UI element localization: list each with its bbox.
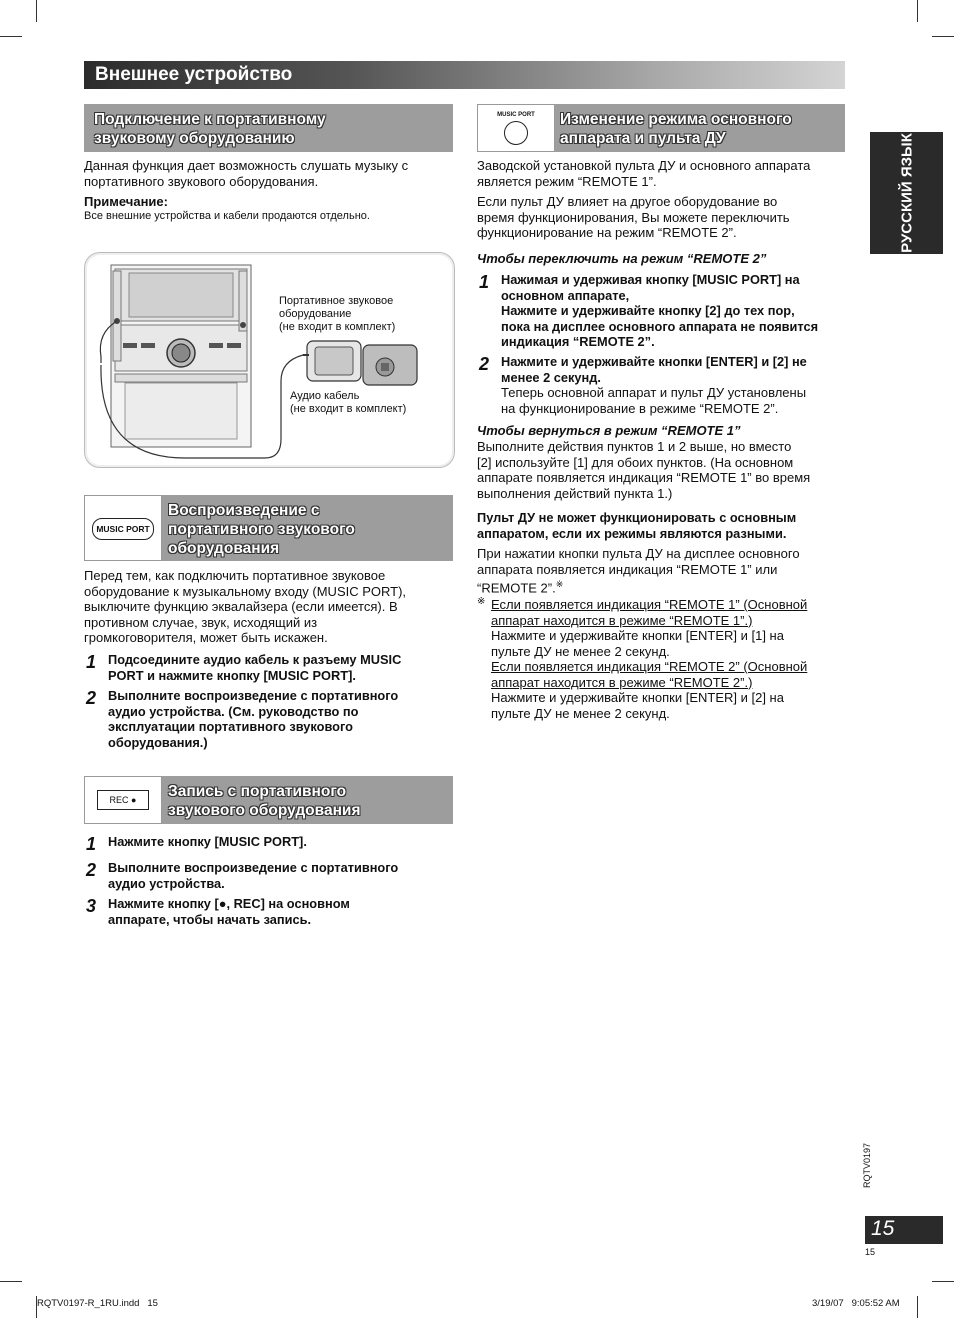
text-line: Нажмите кнопку [MUSIC PORT]. [108, 834, 307, 849]
step-number: 2 [86, 860, 97, 880]
crop-mark [0, 1281, 22, 1282]
remote-mode-p1 [477, 158, 847, 189]
rec-button-icon: REC ● [97, 790, 149, 810]
text-line: Выполните воспроизведение с портативного [108, 688, 399, 703]
section-record-title-line: звукового оборудования [168, 802, 361, 819]
text-line: время функционирования, Вы можете переключить [477, 209, 790, 225]
music-port-icon-box [84, 495, 162, 561]
crop-mark [932, 36, 954, 37]
text-line: пока на дисплее основного аппарата не появится [501, 318, 819, 334]
footer-filename: RQTV0197-R_1RU.indd 15 [37, 1298, 158, 1309]
text-line: аудио устройства. (См. руководство по [108, 703, 359, 719]
footnote-block [491, 597, 851, 721]
step-number: 1 [479, 272, 490, 292]
crop-mark [917, 1296, 918, 1318]
section-remote-mode-title-line: Изменение режима основного [560, 111, 792, 128]
section-remote-mode-title-line: аппарата и пульта ДУ [560, 130, 726, 147]
section-playback-title-line: портативного звукового [168, 521, 355, 538]
step-number: 3 [86, 896, 97, 916]
text-line: аппарата появляется индикация “REMOTE 1” или [477, 561, 778, 577]
text-line: “REMOTE 2”. [477, 580, 556, 596]
text-line: Если появляется индикация “REMOTE 1” (Основной [491, 597, 808, 612]
text-line: Нажмите и удерживайте кнопки [ENTER] и [1] на [491, 628, 784, 643]
text-line: основном аппарате, [501, 287, 630, 303]
text-line: менее 2 секунд. [501, 369, 601, 385]
text-line: Пульт ДУ не может функционировать с основным [477, 510, 797, 525]
text-line: Подсоедините аудио кабель к разъему MUSIC [108, 652, 402, 667]
crop-mark [917, 0, 918, 22]
text-line: Если пульт ДУ влияет на другое оборудование во [477, 194, 778, 209]
step-number: 2 [479, 354, 490, 374]
text-line: портативного звукового оборудования. [84, 173, 319, 189]
page-number-small: 15 [865, 1247, 876, 1257]
step-text [108, 688, 398, 750]
device-label [279, 295, 395, 334]
section-record-header [84, 776, 453, 824]
crop-mark [0, 36, 22, 37]
section-connect-header [84, 104, 453, 152]
text-line: оборудование [279, 308, 352, 320]
text-line: противном случае, звук, исходящий из [84, 614, 318, 630]
page-number: 15 [871, 1217, 895, 1240]
text-line: [2] используйте [1] для обоих пунктов. (На основном [477, 454, 794, 470]
text-line: индикация “REMOTE 2”. [501, 334, 655, 349]
text-line: аппарате появляется индикация “REMOTE 1” во время [477, 470, 811, 485]
text-line: Нажмите кнопку [●, REC] на основном [108, 896, 350, 911]
section-connect-intro [84, 158, 454, 189]
text-line: Портативное звуковое [279, 295, 394, 307]
step-text [501, 272, 818, 350]
text-line: При нажатии кнопки пульта ДУ на дисплее основного [477, 546, 800, 561]
text-line: громкоговорителя, может быть искажен. [84, 630, 328, 645]
step-text [108, 896, 350, 927]
section-remote-mode-header [477, 104, 845, 152]
footer-timestamp: 3/19/07 9:05:52 AM [812, 1298, 900, 1309]
text-line: аппарат находится в режиме “REMOTE 1”.) [491, 612, 753, 628]
remote2-subheading: Чтобы переключить на режим “REMOTE 2” [477, 251, 767, 266]
remote-mode-p5 [477, 546, 849, 596]
step-number: 1 [86, 834, 97, 854]
footnote-asterisk: ※ [477, 596, 486, 607]
cable-label [290, 390, 406, 416]
page-number-box [865, 1216, 943, 1244]
note-label: Примечание: [84, 194, 168, 209]
note-text: Все внешние устройства и кабели продаются отдельно. [84, 210, 370, 222]
text-line: эксплуатации портативного звукового [108, 719, 353, 734]
music-port-round-button-icon [504, 121, 528, 145]
text-line: выключите функцию эквалайзера (если имеется). В [84, 599, 398, 614]
step-text [108, 834, 307, 850]
text-line: выполнения действий пункта 1.) [477, 485, 673, 501]
connection-diagram [84, 252, 455, 468]
text-line: аппарате, чтобы начать запись. [108, 911, 312, 927]
text-line: на функционирование в режиме “REMOTE 2”. [501, 400, 779, 416]
text-line: Нажмите и удерживайте кнопки [ENTER] и [2] на [491, 690, 784, 705]
remote-mode-warning [477, 510, 849, 541]
music-port-caption: MUSIC PORT [497, 112, 535, 118]
text-line: Данная функция дает возможность слушать музыку с [84, 158, 409, 173]
text-line: аппаратом, если их режимы являются разными. [477, 525, 787, 541]
section-playback-title-line: оборудования [168, 540, 280, 557]
step-text [108, 860, 398, 891]
step-number: 1 [86, 652, 97, 672]
text-line: Выполните воспроизведение с портативного [108, 860, 399, 875]
text-line: Выполните действия пунктов 1 и 2 выше, но вместо [477, 439, 792, 454]
section-playback-body [84, 568, 454, 646]
text-line: Нажимая и удерживая кнопку [MUSIC PORT] на [501, 272, 800, 287]
remote1-subheading: Чтобы вернуться в режим “REMOTE 1” [477, 423, 741, 438]
remote-mode-p2 [477, 194, 847, 241]
text-line: Аудио кабель [290, 390, 360, 402]
text-line: Нажмите и удерживайте кнопку [2] до тех пор, [501, 303, 795, 318]
step-text [108, 652, 401, 683]
remote-mode-p3 [477, 439, 849, 501]
connection-illustration [85, 253, 454, 467]
text-line: Заводской установкой пульта ДУ и основного аппарата [477, 158, 811, 173]
text-line: Нажмите и удерживайте кнопки [ENTER] и [2] не [501, 354, 807, 369]
text-line: пульте ДУ не менее 2 секунд. [491, 705, 670, 721]
text-line: оборудование к музыкальному входу (MUSIC PORT), [84, 583, 407, 599]
page-title-bar [84, 61, 845, 89]
text-line: аппарат находится в режиме “REMOTE 2”.) [491, 674, 753, 690]
footnote-marker: ※ [555, 579, 564, 589]
text-line: функционирование на режим “REMOTE 2”. [477, 225, 737, 240]
rec-icon-box [84, 776, 162, 824]
crop-mark [932, 1281, 954, 1282]
section-playback-title-line: Воспроизведение с [168, 502, 320, 519]
text-line: Теперь основной аппарат и пульт ДУ установлены [501, 385, 807, 400]
language-tab-label: РУССКИЙ ЯЗЫК [898, 133, 915, 253]
page-title: Внешнее устройство [95, 64, 293, 85]
music-port-icon-box [477, 104, 555, 152]
step-number: 2 [86, 688, 97, 708]
text-line: пульте ДУ не менее 2 секунд. [491, 643, 670, 659]
section-record-title-line: Запись с портативного [168, 783, 347, 800]
music-port-button-icon: MUSIC PORT [92, 518, 154, 540]
section-connect-title-line: звуковому оборудованию [94, 130, 295, 147]
text-line: Перед тем, как подключить портативное звуковое [84, 568, 386, 583]
text-line: аудио устройства. [108, 875, 225, 891]
text-line: (не входит в комплект) [290, 403, 407, 415]
section-connect-title-line: Подключение к портативному [94, 111, 326, 128]
crop-mark [36, 0, 37, 22]
text-line: является режим “REMOTE 1”. [477, 173, 657, 189]
text-line: Если появляется индикация “REMOTE 2” (Основной [491, 659, 808, 674]
step-text [501, 354, 807, 416]
text-line: PORT и нажмите кнопку [MUSIC PORT]. [108, 667, 356, 683]
document-code-text: RQTV0197 [862, 1142, 872, 1188]
section-playback-header [84, 495, 453, 561]
language-tab [870, 132, 943, 254]
text-line: оборудования.) [108, 734, 208, 750]
text-line: (не входит в комплект) [279, 321, 396, 333]
